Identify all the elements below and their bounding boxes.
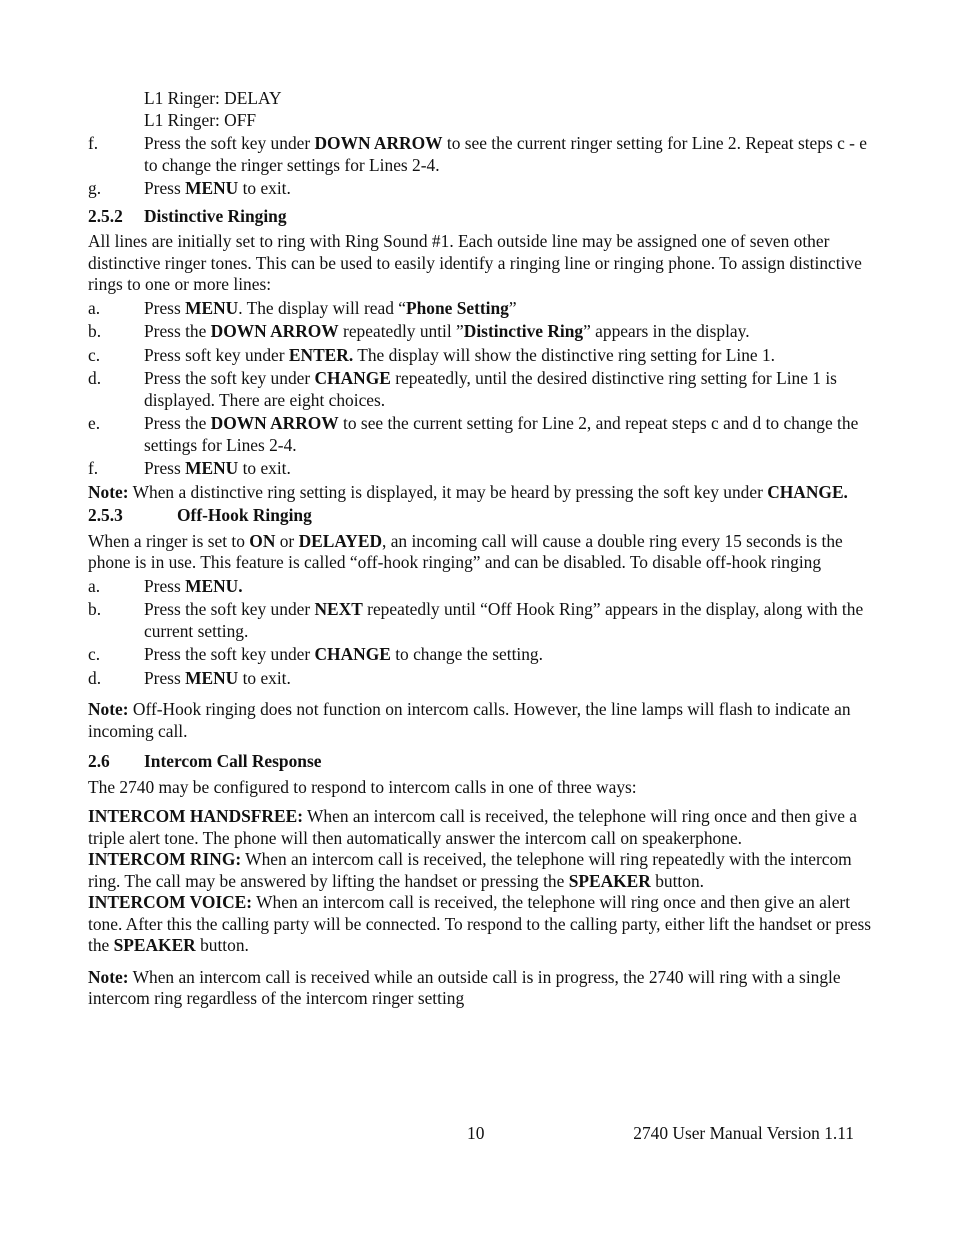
note: Note: When an intercom call is received while an outside call is in progress, the 2740 will ring with a single intercom ring regardless of the intercom ringer setting [88,966,841,1008]
section-heading-2-5-2: 2.5.2 Distinctive Ringing [88,205,287,226]
intercom-handsfree-desc: INTERCOM HANDSFREE: When an intercom call is received, the telephone will ring once and then give a triple alert tone. The phone will then automatically answer the intercom call on speakerphone. [88,806,858,848]
continued-line-1: L1 Ringer: DELAY [144,88,282,108]
step-b: b. Press the soft key under NEXT repeatedly until “Off Hook Ring” appears in the display, along with the current setting. [88,599,864,641]
document-page [88,88,872,1010]
step-label: g. [88,178,102,198]
step-b: b. Press the DOWN ARROW repeatedly until ”Distinctive Ring” appears in the display. [88,321,750,341]
note: Note: When a distinctive ring setting is displayed, it may be heard by pressing the soft key under CHANGE. [88,481,848,502]
section-intro: All lines are initially set to ring with Ring Sound #1. Each outside line may be assigned one of seven other distinctive ringer tones. This can be used to easily identify a ringing line or ringing phone. To assign distinctive rings to one or more lines: [88,231,862,294]
intercom-ring-desc: INTERCOM RING: When an intercom call is received, the telephone will ring repeatedly with the intercom ring. The call may be answered by lifting the handset or pressing the SPEAKER button. [88,849,852,891]
step-a: a. Press MENU. The display will read “Phone Setting” [88,297,517,318]
section-intro: The 2740 may be configured to respond to intercom calls in one of three ways: [88,776,637,797]
section-heading-2-6: 2.6 Intercom Call Response [88,751,322,771]
step-c: c. Press the soft key under CHANGE to change the setting. [88,644,543,664]
section-heading-2-5-3: 2.5.3 Off-Hook Ringing [88,505,312,525]
note: Note: Off-Hook ringing does not function on intercom calls. However, the line lamps will flash to indicate an incoming call. [88,699,851,741]
step-f-top [88,133,872,176]
manual-version: 2740 User Manual Version 1.11 [633,1123,854,1143]
intercom-voice-desc: INTERCOM VOICE: When an intercom call is received, the telephone will ring once and then give an alert tone. After this the calling party will be connected. To respond to the calling party, either lift the handset or press the SPEAKER button. [88,892,872,955]
continued-line-2: L1 Ringer: OFF [144,109,257,130]
step-g-top [88,178,872,200]
step-c: c. Press soft key under ENTER. The display will show the distinctive ring setting for Line 1. [88,344,775,365]
page-footer [0,1123,954,1147]
step-text: Press the soft key under DOWN ARROW to see the current ringer setting for Line 2. Repeat steps c - e to change the ringer settings for Lines 2-4. [144,133,867,175]
step-d: d. Press MENU to exit. [88,667,291,688]
step-e: e. Press the DOWN ARROW to see the current setting for Line 2, and repeat steps c and d to change the settings for Lines 2-4. [88,413,859,455]
step-text: Press MENU to exit. [144,178,291,198]
section-intro: When a ringer is set to ON or DELAYED, an incoming call will cause a double ring every 15 seconds is the phone is in use. This feature is called “off-hook ringing” and can be disabled. To disable off-hook ringing [88,530,843,572]
step-label: f. [88,133,99,153]
step-f: f. Press MENU to exit. [88,458,291,478]
step-d: d. Press the soft key under CHANGE repeatedly, until the desired distinctive ring setting for Line 1 is displayed. There are eight choices. [88,368,837,410]
step-a: a. Press MENU. [88,575,243,596]
page-number: 10 [467,1123,485,1143]
